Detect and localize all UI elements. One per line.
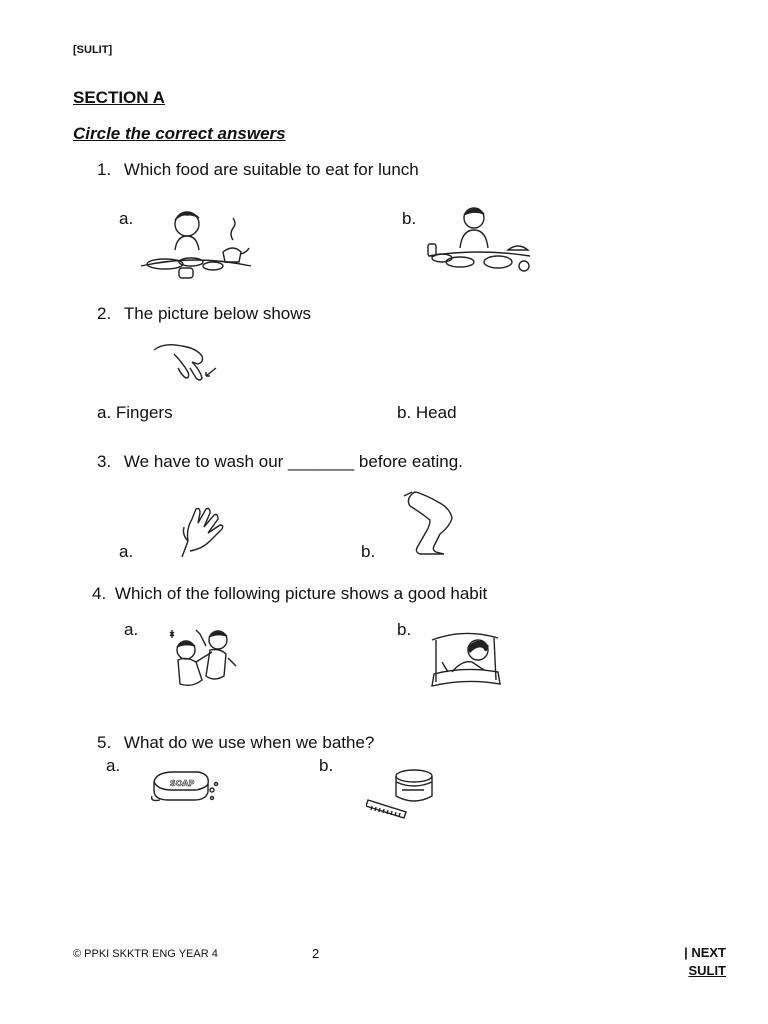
option-1b[interactable]: b. — [402, 209, 417, 228]
cream-and-comb-icon — [366, 766, 440, 820]
question-2 — [97, 304, 311, 324]
boy-eating-lunch-icon — [424, 204, 534, 278]
child-sleeping-icon — [428, 628, 502, 690]
question-4 — [92, 584, 487, 604]
question-text: What do we use when we bathe? — [123, 733, 375, 752]
section-instruction: Circle the correct answers — [73, 124, 286, 143]
children-fighting-icon — [166, 626, 238, 696]
question-text: We have to wash our _______ before eating. — [123, 452, 463, 471]
question-text: Which of the following picture shows a good habit — [114, 584, 488, 603]
question-number: 1. — [97, 160, 112, 179]
question-number: 5. — [97, 733, 112, 752]
hand-icon — [178, 505, 230, 559]
option-1a[interactable]: a. — [119, 209, 134, 228]
footer-next: | NEXT — [684, 945, 726, 960]
section-title: SECTION A — [73, 88, 165, 107]
option-5a[interactable]: a. — [106, 756, 121, 775]
soap-icon — [150, 768, 220, 804]
question-3 — [97, 452, 463, 472]
option-2a[interactable]: a. Fingers — [97, 403, 173, 422]
option-3a[interactable]: a. — [119, 542, 134, 561]
fingers-icon — [152, 340, 220, 384]
footer-sulit: SULIT — [688, 963, 726, 978]
option-4b[interactable]: b. — [397, 620, 412, 639]
footer-copyright: © PPKI SKKTR ENG YEAR 4 — [73, 948, 218, 960]
question-5 — [97, 733, 374, 753]
option-2b[interactable]: b. Head — [397, 403, 457, 422]
header-tag: [SULIT] — [73, 44, 113, 56]
question-number: 3. — [97, 452, 112, 471]
question-text: The picture below shows — [123, 304, 312, 323]
option-5b[interactable]: b. — [319, 756, 334, 775]
page-number: 2 — [312, 946, 320, 961]
leg-icon — [400, 490, 460, 556]
boy-eating-breakfast-icon — [135, 204, 257, 282]
question-number: 4. — [92, 584, 107, 603]
option-4a[interactable]: a. — [124, 620, 139, 639]
soap-label: SOAP — [170, 779, 195, 788]
question-1 — [97, 160, 419, 180]
question-text: Which food are suitable to eat for lunch — [123, 160, 419, 179]
option-3b[interactable]: b. — [361, 542, 376, 561]
question-number: 2. — [97, 304, 112, 323]
